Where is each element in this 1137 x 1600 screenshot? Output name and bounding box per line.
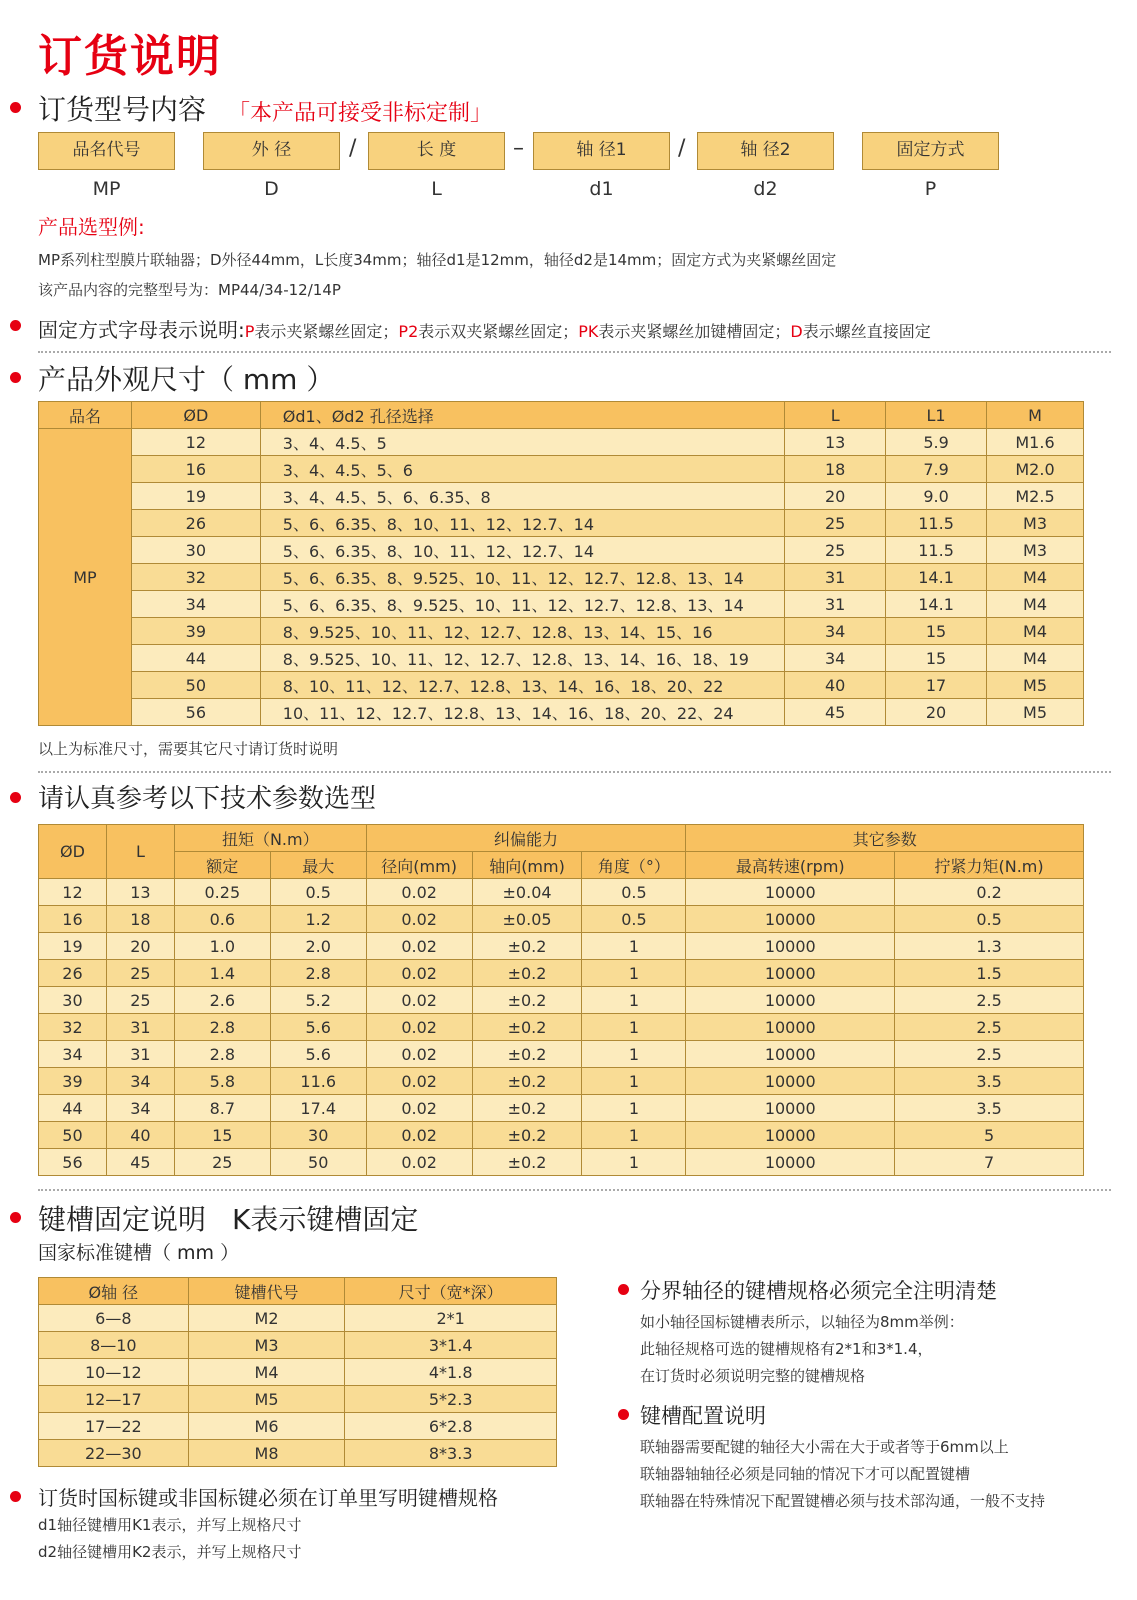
section-order-model-heading: 订货型号内容	[38, 93, 207, 126]
table-cell: 12	[131, 429, 260, 456]
code-box-length: 长 度	[368, 132, 505, 170]
table-cell: 0.02	[366, 1149, 472, 1176]
table-cell: 10000	[686, 1122, 895, 1149]
fix-code: P2	[398, 322, 419, 341]
col-header: ØD	[39, 825, 107, 879]
table-cell: 19	[39, 933, 107, 960]
table-cell: 0.02	[366, 1122, 472, 1149]
table-cell: 19	[131, 483, 260, 510]
table-cell: 9.0	[886, 483, 987, 510]
table-cell: M4	[987, 645, 1084, 672]
table-cell: 32	[39, 1014, 107, 1041]
table-cell: 34	[106, 1068, 174, 1095]
table-row	[39, 591, 1084, 618]
col-header: M	[987, 402, 1084, 429]
table-header-row	[39, 852, 1084, 879]
col-header: L1	[886, 402, 987, 429]
divider	[38, 771, 1111, 773]
table-cell: 8—10	[39, 1332, 189, 1359]
fix-text: 表示螺丝直接固定	[802, 322, 931, 341]
col-header: L	[106, 825, 174, 879]
table-row	[39, 510, 1084, 537]
table-cell: 22—30	[39, 1440, 189, 1467]
table-cell: 12—17	[39, 1386, 189, 1413]
section-dimensions-heading: 产品外观尺寸（ mm ）	[38, 363, 335, 396]
table-cell: ±0.2	[472, 1095, 582, 1122]
table-cell: 31	[106, 1014, 174, 1041]
code-box-product: 品名代号	[38, 132, 175, 170]
table-cell: 25	[106, 987, 174, 1014]
bullet-icon	[10, 320, 21, 331]
table-cell: 0.02	[366, 906, 472, 933]
table-row	[39, 456, 1084, 483]
bullet-icon	[618, 1284, 629, 1295]
table-cell: 10000	[686, 879, 895, 906]
order-keyway-line: d1轴径键槽用K1表示，并写上规格尺寸	[38, 1516, 302, 1534]
table-row	[39, 1386, 557, 1413]
table-row	[39, 564, 1084, 591]
config-heading: 键槽配置说明	[640, 1404, 766, 1428]
table-cell: 50	[131, 672, 260, 699]
fix-text: 表示夹紧螺丝加键槽固定；	[598, 322, 791, 341]
table-cell: 45	[785, 699, 886, 726]
col-header: 尺寸（宽*深）	[345, 1278, 557, 1305]
table-cell: 39	[39, 1068, 107, 1095]
table-row	[39, 1041, 1084, 1068]
table-cell: 3、4、4.5、5、6	[260, 456, 784, 483]
fix-code: D	[790, 322, 803, 341]
table-cell: 13	[785, 429, 886, 456]
table-cell: ±0.04	[472, 879, 582, 906]
table-cell: ±0.2	[472, 1122, 582, 1149]
table-row	[39, 645, 1084, 672]
table-cell: 10000	[686, 933, 895, 960]
table-cell: 45	[106, 1149, 174, 1176]
table-cell: 10、11、12、12.7、12.8、13、14、16、18、20、22、24	[260, 699, 784, 726]
table-cell: 0.02	[366, 879, 472, 906]
col-header: L	[785, 402, 886, 429]
table-cell: 8.7	[174, 1095, 270, 1122]
table-row	[39, 933, 1084, 960]
table-row	[39, 483, 1084, 510]
table-cell: 1	[582, 933, 686, 960]
product-cell: MP	[39, 429, 132, 726]
table-cell: 5.2	[270, 987, 366, 1014]
boundary-line: 此轴径规格可选的键槽规格有2*1和3*1.4，	[640, 1340, 933, 1358]
col-header: 纠偏能力	[366, 825, 686, 852]
table-cell: 1.0	[174, 933, 270, 960]
code-separator: –	[513, 136, 524, 161]
table-cell: 12	[39, 879, 107, 906]
table-header-row	[39, 1278, 557, 1305]
table-row	[39, 879, 1084, 906]
table-cell: 0.02	[366, 1041, 472, 1068]
table-cell: 16	[131, 456, 260, 483]
table-cell: 50	[270, 1149, 366, 1176]
table-cell: 0.02	[366, 1095, 472, 1122]
table-cell: 0.2	[895, 879, 1084, 906]
table-cell: 3*1.4	[345, 1332, 557, 1359]
table-cell: 44	[131, 645, 260, 672]
code-letter-d: D	[264, 178, 279, 200]
example-heading: 产品选型例:	[38, 215, 145, 239]
table-cell: 8、9.525、10、11、12、12.7、12.8、13、14、15、16	[260, 618, 784, 645]
table-cell: 30	[270, 1122, 366, 1149]
table-cell: 17	[886, 672, 987, 699]
table-cell: 1	[582, 1014, 686, 1041]
table-cell: 5、6、6.35、8、10、11、12、12.7、14	[260, 537, 784, 564]
table-cell: 18	[785, 456, 886, 483]
table-cell: 0.25	[174, 879, 270, 906]
table-cell: 10000	[686, 987, 895, 1014]
table-cell: 6*2.8	[345, 1413, 557, 1440]
table-cell: M4	[987, 564, 1084, 591]
table-cell: 2.5	[895, 1014, 1084, 1041]
code-letter-fixing: P	[924, 178, 937, 200]
table-header-row	[39, 402, 1084, 429]
table-cell: 11.5	[886, 510, 987, 537]
table-cell: 0.6	[174, 906, 270, 933]
table-cell: 3、4、4.5、5、6、6.35、8	[260, 483, 784, 510]
table-cell: 17—22	[39, 1413, 189, 1440]
table-cell: 2.8	[270, 960, 366, 987]
order-keyway-line: d2轴径键槽用K2表示，并写上规格尺寸	[38, 1543, 302, 1561]
order-keyway-heading: 订货时国标键或非国标键必须在订单里写明键槽规格	[38, 1486, 498, 1510]
table-cell: ±0.2	[472, 1068, 582, 1095]
table-cell: 26	[131, 510, 260, 537]
boundary-line: 如小轴径国标键槽表所示，以轴径为8mm举例：	[640, 1313, 964, 1331]
table-cell: 40	[785, 672, 886, 699]
keyway-heading: 键槽固定说明	[38, 1203, 207, 1236]
table-cell: 0.02	[366, 1068, 472, 1095]
table-cell: 1	[582, 960, 686, 987]
bullet-icon	[10, 1491, 21, 1502]
example-line-2: 该产品内容的完整型号为：MP44/34-12/14P	[38, 281, 341, 299]
config-line: 联轴器轴轴径必须是同轴的情况下才可以配置键槽	[640, 1465, 971, 1483]
table-cell: ±0.2	[472, 1041, 582, 1068]
col-header: 径向(mm)	[366, 852, 472, 879]
boundary-line: 在订货时必须说明完整的键槽规格	[640, 1367, 866, 1385]
table-cell: 1	[582, 1041, 686, 1068]
code-letter-product: MP	[92, 178, 121, 200]
col-header: Ø轴 径	[39, 1278, 189, 1305]
table-cell: 0.5	[582, 906, 686, 933]
table-row	[39, 1095, 1084, 1122]
table-cell: 4*1.8	[345, 1359, 557, 1386]
table-cell: 0.02	[366, 987, 472, 1014]
col-header: 角度（°）	[582, 852, 686, 879]
table-cell: 5	[895, 1122, 1084, 1149]
table-cell: 8、9.525、10、11、12、12.7、12.8、13、14、16、18、19	[260, 645, 784, 672]
col-header: 品名	[39, 402, 132, 429]
table-cell: 0.5	[582, 879, 686, 906]
table-cell: 56	[39, 1149, 107, 1176]
config-line: 联轴器需要配键的轴径大小需在大于或者等于6mm以上	[640, 1438, 1009, 1456]
keyway-heading-extra: K表示键槽固定	[232, 1203, 419, 1236]
table-row	[39, 1149, 1084, 1176]
table-cell: 10000	[686, 1041, 895, 1068]
table-cell: M5	[188, 1386, 345, 1413]
table-cell: 2.0	[270, 933, 366, 960]
table-row	[39, 906, 1084, 933]
table-cell: ±0.05	[472, 906, 582, 933]
table-cell: 0.02	[366, 1014, 472, 1041]
table-cell: 11.6	[270, 1068, 366, 1095]
table-cell: 5.6	[270, 1041, 366, 1068]
table-cell: M6	[188, 1413, 345, 1440]
table-cell: 10000	[686, 960, 895, 987]
table-cell: 2.8	[174, 1041, 270, 1068]
page-title: 订货说明	[38, 31, 222, 82]
col-header: ØD	[131, 402, 260, 429]
table-cell: M4	[987, 618, 1084, 645]
table-cell: M4	[987, 591, 1084, 618]
code-letter-d1: d1	[589, 178, 614, 200]
table-cell: 30	[131, 537, 260, 564]
table-cell: 5.9	[886, 429, 987, 456]
table-cell: ±0.2	[472, 1149, 582, 1176]
table-cell: 40	[106, 1122, 174, 1149]
col-header: Ød1、Ød2 孔径选择	[260, 402, 784, 429]
table-cell: 0.5	[895, 906, 1084, 933]
table-row	[39, 618, 1084, 645]
divider	[38, 1189, 1111, 1191]
table-cell: 2*1	[345, 1305, 557, 1332]
table-cell: 44	[39, 1095, 107, 1122]
table-cell: 0.02	[366, 933, 472, 960]
table-cell: M3	[987, 537, 1084, 564]
bullet-icon	[10, 792, 21, 803]
table-cell: 10—12	[39, 1359, 189, 1386]
table-cell: 1.4	[174, 960, 270, 987]
divider	[38, 351, 1111, 353]
table-row	[39, 1014, 1084, 1041]
table-cell: M5	[987, 699, 1084, 726]
table-cell: 10000	[686, 1149, 895, 1176]
col-header: 轴向(mm)	[472, 852, 582, 879]
col-header: 其它参数	[686, 825, 1084, 852]
example-line-1: MP系列柱型膜片联轴器；D外径44mm，L长度34mm；轴径d1是12mm，轴径d2是14mm；固定方式为夹紧螺丝固定	[38, 251, 837, 269]
table-cell: 1	[582, 1122, 686, 1149]
fix-text: 表示双夹紧螺丝固定；	[418, 322, 579, 341]
table-cell: 3.5	[895, 1068, 1084, 1095]
table-row	[39, 1332, 557, 1359]
bullet-icon	[10, 372, 21, 383]
table-cell: 10000	[686, 1068, 895, 1095]
table-cell: M4	[188, 1359, 345, 1386]
table-cell: 5、6、6.35、8、9.525、10、11、12、12.7、12.8、13、14	[260, 591, 784, 618]
table-cell: 2.5	[895, 987, 1084, 1014]
table-cell: 56	[131, 699, 260, 726]
table-cell: 7.9	[886, 456, 987, 483]
table-cell: 13	[106, 879, 174, 906]
fix-code: P	[244, 322, 255, 341]
table-cell: 5*2.3	[345, 1386, 557, 1413]
bullet-icon	[10, 1212, 21, 1223]
table-row	[39, 1068, 1084, 1095]
table-cell: 2.6	[174, 987, 270, 1014]
col-header: 键槽代号	[188, 1278, 345, 1305]
table-cell: 34	[785, 645, 886, 672]
config-line: 联轴器在特殊情况下配置键槽必须与技术部沟通，一般不支持	[640, 1492, 1046, 1510]
custom-note: 「本产品可接受非标定制」	[228, 101, 493, 126]
table-cell: 10000	[686, 1014, 895, 1041]
table-cell: 1.2	[270, 906, 366, 933]
table-cell: M2	[188, 1305, 345, 1332]
col-header: 拧紧力矩(N.m)	[895, 852, 1084, 879]
table-cell: 5、6、6.35、8、9.525、10、11、12、12.7、12.8、13、14	[260, 564, 784, 591]
table-cell: 1.5	[895, 960, 1084, 987]
table-cell: 16	[39, 906, 107, 933]
dimensions-footnote: 以上为标准尺寸，需要其它尺寸请订货时说明	[38, 740, 339, 758]
table-cell: 20	[886, 699, 987, 726]
table-cell: 31	[106, 1041, 174, 1068]
table-cell: 3、4、4.5、5	[260, 429, 784, 456]
table-cell: 50	[39, 1122, 107, 1149]
table-row	[39, 1413, 557, 1440]
table-cell: 5.8	[174, 1068, 270, 1095]
col-header: 扭矩（N.m）	[174, 825, 366, 852]
table-cell: 14.1	[886, 564, 987, 591]
table-cell: ±0.2	[472, 1014, 582, 1041]
table-cell: 25	[785, 510, 886, 537]
table-cell: M3	[987, 510, 1084, 537]
table-cell: 1	[582, 987, 686, 1014]
table-cell: 0.02	[366, 960, 472, 987]
table-cell: 1	[582, 1149, 686, 1176]
col-header: 额定	[174, 852, 270, 879]
table-row	[39, 960, 1084, 987]
code-box-fixing: 固定方式	[862, 132, 999, 170]
code-separator: /	[349, 136, 357, 161]
table-row	[39, 429, 1084, 456]
table-cell: 11.5	[886, 537, 987, 564]
table-cell: 14.1	[886, 591, 987, 618]
table-cell: M8	[188, 1440, 345, 1467]
table-cell: 34	[39, 1041, 107, 1068]
table-row	[39, 672, 1084, 699]
fix-text: 表示夹紧螺丝固定；	[254, 322, 399, 341]
fix-heading: 固定方式字母表示说明:	[38, 318, 245, 342]
table-cell: 34	[131, 591, 260, 618]
bullet-icon	[618, 1409, 629, 1420]
table-cell: 34	[106, 1095, 174, 1122]
table-cell: 31	[785, 564, 886, 591]
table-row	[39, 1440, 557, 1467]
table-cell: M2.5	[987, 483, 1084, 510]
table-row	[39, 1359, 557, 1386]
table-cell: 30	[39, 987, 107, 1014]
table-cell: M5	[987, 672, 1084, 699]
fix-code: PK	[578, 322, 599, 341]
table-cell: 8*3.3	[345, 1440, 557, 1467]
fix-method-line	[38, 314, 931, 343]
table-cell: 15	[174, 1122, 270, 1149]
table-cell: 34	[785, 618, 886, 645]
table-cell: 1	[582, 1068, 686, 1095]
section-keyway-heading	[38, 1198, 418, 1238]
table-cell: 5、6、6.35、8、10、11、12、12.7、14	[260, 510, 784, 537]
col-header: 最高转速(rpm)	[686, 852, 895, 879]
table-header-row	[39, 825, 1084, 852]
table-row	[39, 1122, 1084, 1149]
table-cell: 5.6	[270, 1014, 366, 1041]
table-cell: 1	[582, 1095, 686, 1122]
keyway-subheading: 国家标准键槽（ mm ）	[38, 1242, 240, 1264]
code-box-shaft1: 轴 径1	[533, 132, 670, 170]
table-cell: 31	[785, 591, 886, 618]
code-letter-d2: d2	[753, 178, 778, 200]
table-cell: 0.5	[270, 879, 366, 906]
table-cell: 3.5	[895, 1095, 1084, 1122]
section-tech-params-heading: 请认真参考以下技术参数选型	[38, 784, 377, 814]
boundary-heading: 分界轴径的键槽规格必须完全注明清楚	[640, 1279, 997, 1303]
table-cell: M3	[188, 1332, 345, 1359]
table-cell: ±0.2	[472, 960, 582, 987]
table-cell: 20	[785, 483, 886, 510]
keyway-table	[38, 1277, 557, 1467]
table-cell: 6—8	[39, 1305, 189, 1332]
table-cell: M1.6	[987, 429, 1084, 456]
table-cell: ±0.2	[472, 933, 582, 960]
code-letter-l: L	[431, 178, 442, 200]
table-cell: 15	[886, 618, 987, 645]
code-box-shaft2: 轴 径2	[697, 132, 834, 170]
table-cell: 15	[886, 645, 987, 672]
table-cell: 2.5	[895, 1041, 1084, 1068]
table-cell: 26	[39, 960, 107, 987]
code-box-outer-diameter: 外 径	[203, 132, 340, 170]
table-row	[39, 987, 1084, 1014]
table-cell: 17.4	[270, 1095, 366, 1122]
table-cell: 20	[106, 933, 174, 960]
table-cell: 1.3	[895, 933, 1084, 960]
dimensions-table	[38, 401, 1084, 726]
table-cell: 18	[106, 906, 174, 933]
table-cell: 25	[106, 960, 174, 987]
table-cell: 25	[785, 537, 886, 564]
table-cell: 10000	[686, 1095, 895, 1122]
table-row	[39, 1305, 557, 1332]
table-row	[39, 537, 1084, 564]
table-cell: 25	[174, 1149, 270, 1176]
table-cell: ±0.2	[472, 987, 582, 1014]
table-cell: M2.0	[987, 456, 1084, 483]
bullet-icon	[10, 102, 21, 113]
table-cell: 10000	[686, 906, 895, 933]
table-cell: 2.8	[174, 1014, 270, 1041]
table-cell: 8、10、11、12、12.7、12.8、13、14、16、18、20、22	[260, 672, 784, 699]
code-separator: /	[678, 136, 686, 161]
table-cell: 7	[895, 1149, 1084, 1176]
table-cell: 39	[131, 618, 260, 645]
table-cell: 32	[131, 564, 260, 591]
tech-params-table	[38, 824, 1084, 1176]
table-row	[39, 699, 1084, 726]
col-header: 最大	[270, 852, 366, 879]
